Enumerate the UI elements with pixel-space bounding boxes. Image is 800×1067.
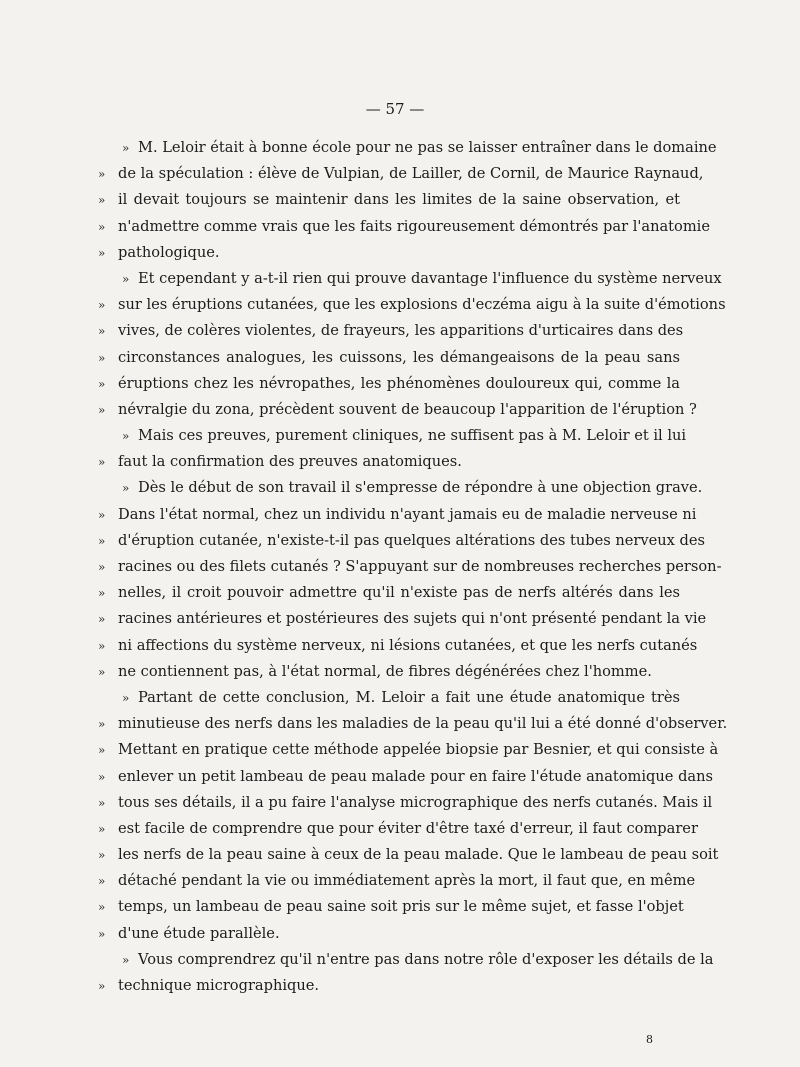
signature-mark: 8 xyxy=(646,1033,653,1046)
text-line xyxy=(98,894,684,920)
line-text: névralgie du zona, précèdent souvent de beaucoup l'apparition de l'éruption ? xyxy=(118,400,697,418)
text-line xyxy=(100,921,680,947)
quote-mark: » xyxy=(98,743,106,758)
quote-mark: » xyxy=(98,402,106,417)
quote-mark: » xyxy=(122,690,130,705)
quote-mark: » xyxy=(98,167,106,182)
quote-mark: » xyxy=(122,271,130,286)
line-text: racines ou des filets cutanés ? S'appuyant sur de nombreuses recherches person- xyxy=(118,558,722,575)
line-text: les nerfs de la peau saine à ceux de la peau malade. Que le lambeau de peau soit xyxy=(118,846,719,864)
quote-mark: » xyxy=(98,507,106,522)
quote-mark: » xyxy=(98,717,106,732)
text-line xyxy=(98,554,722,580)
line-text: tous ses détails, il a pu faire l'analyse micrographique des nerfs cutanés. Mais il xyxy=(118,793,713,811)
quote-mark: » xyxy=(122,481,130,496)
text-line xyxy=(98,292,726,318)
text-line xyxy=(98,633,698,659)
quote-mark: » xyxy=(98,560,106,574)
line-text: temps, un lambeau de peau saine soit pris sur le même sujet, et fasse l'objet xyxy=(118,898,684,916)
line-text: Et cependant y a-t-il rien qui prouve davantage l'influence du système nerveux xyxy=(138,269,722,287)
quote-mark: » xyxy=(98,926,106,941)
text-line xyxy=(98,397,697,423)
quote-mark: » xyxy=(122,952,130,967)
quote-mark: » xyxy=(98,219,106,234)
text-line xyxy=(98,318,684,344)
line-text: circonstances analogues, les cuissons, les démangeaisons de la peau sans xyxy=(118,348,680,366)
page-number: — 57 — xyxy=(365,100,425,118)
text-line xyxy=(98,868,696,894)
text-line xyxy=(100,135,717,161)
text-line xyxy=(98,711,728,737)
quote-mark: » xyxy=(122,429,130,444)
line-text: pathologique. xyxy=(118,243,220,261)
line-text: Vous comprendrez qu'il n'entre pas dans notre rôle d'exposer les détails de la xyxy=(138,950,714,968)
text-line xyxy=(98,764,714,790)
quote-mark: » xyxy=(98,586,106,601)
line-text: il devait toujours se maintenir dans les limites de la saine observation, et xyxy=(118,191,680,209)
body-text xyxy=(98,135,728,999)
quote-mark: » xyxy=(98,455,106,470)
text-line xyxy=(98,161,704,187)
text-line xyxy=(100,187,680,213)
text-line xyxy=(100,449,680,475)
text-line xyxy=(100,266,722,292)
quote-mark: » xyxy=(98,979,106,993)
text-line xyxy=(100,371,680,397)
quote-mark: » xyxy=(98,769,106,784)
line-text: racines antérieures et postérieures des sujets qui n'ont présenté pendant la vie xyxy=(118,610,707,628)
line-text: ni affections du système nerveux, ni lésions cutanées, et que les nerfs cutanés xyxy=(118,636,698,654)
quote-mark: » xyxy=(98,874,106,889)
quote-mark: » xyxy=(122,141,130,155)
line-text: Mettant en pratique cette méthode appelée biopsie par Besnier, et qui consiste à xyxy=(118,741,719,759)
text-line xyxy=(100,345,680,371)
text-line xyxy=(100,685,680,711)
quote-mark: » xyxy=(98,533,106,548)
line-text: Partant de cette conclusion, M. Leloir a fait une étude anatomique très xyxy=(138,688,680,706)
line-text: détaché pendant la vie ou immédiatement après la mort, il faut que, en même xyxy=(118,872,696,890)
line-text: enlever un petit lambeau de peau malade pour en faire l'étude anatomique dans xyxy=(118,767,714,785)
text-line xyxy=(98,606,707,632)
text-line xyxy=(98,842,719,868)
quote-mark: » xyxy=(98,245,106,260)
quote-mark: » xyxy=(98,298,106,313)
line-text: minutieuse des nerfs dans les maladies de la peau qu'il lui a été donné d'observer. xyxy=(118,715,728,733)
text-line xyxy=(100,240,680,266)
quote-mark: » xyxy=(98,193,106,208)
line-text: est facile de comprendre que pour éviter d'être taxé d'erreur, il faut comparer xyxy=(118,819,698,837)
quote-mark: » xyxy=(98,900,106,915)
text-line xyxy=(100,580,680,606)
quote-mark: » xyxy=(98,795,106,810)
quote-mark: » xyxy=(98,612,106,627)
text-line xyxy=(98,214,710,240)
text-line xyxy=(100,659,680,685)
line-text: Dans l'état normal, chez un individu n'ayant jamais eu de maladie nerveuse ni xyxy=(118,505,697,523)
text-line xyxy=(98,790,713,816)
line-text: n'admettre comme vrais que les faits rigoureusement démontrés par l'anatomie xyxy=(118,217,710,235)
line-text: M. Leloir était à bonne école pour ne pas se laisser entraîner dans le domaine xyxy=(138,139,717,156)
text-line xyxy=(100,947,714,973)
line-text: vives, de colères violentes, de frayeurs, les apparitions d'urticaires dans des xyxy=(118,322,684,340)
quote-mark: » xyxy=(98,848,106,863)
quote-mark: » xyxy=(98,324,106,339)
line-text: de la spéculation : élève de Vulpian, de Lailler, de Cornil, de Maurice Raynaud, xyxy=(118,165,704,183)
line-text: Mais ces preuves, purement cliniques, ne suffisent pas à M. Leloir et il lui xyxy=(138,427,687,445)
quote-mark: » xyxy=(98,350,106,365)
quote-mark: » xyxy=(98,664,106,679)
text-line xyxy=(100,423,687,449)
line-text: d'éruption cutanée, n'existe-t-il pas quelques altérations des tubes nerveux des xyxy=(118,531,706,549)
line-text: Dès le début de son travail il s'empresse de répondre à une objection grave. xyxy=(138,479,703,497)
quote-mark: » xyxy=(98,376,106,391)
text-line xyxy=(98,528,706,554)
text-line xyxy=(98,816,698,842)
line-text: sur les éruptions cutanées, que les explosions d'eczéma aigu à la suite d'émotions xyxy=(118,296,726,314)
text-line xyxy=(100,973,680,999)
text-line xyxy=(98,502,697,528)
quote-mark: » xyxy=(98,821,106,836)
text-line xyxy=(100,475,703,501)
line-text: éruptions chez les névropathes, les phénomènes douloureux qui, comme la xyxy=(118,374,680,392)
line-text: ne contiennent pas, à l'état normal, de fibres dégénérées chez l'homme. xyxy=(118,662,652,680)
line-text: faut la confirmation des preuves anatomiques. xyxy=(118,453,462,471)
line-text: d'une étude parallèle. xyxy=(118,924,280,942)
line-text: nelles, il croit pouvoir admettre qu'il n'existe pas de nerfs altérés dans les xyxy=(118,584,680,602)
text-line xyxy=(98,737,719,763)
quote-mark: » xyxy=(98,638,106,653)
line-text: technique micrographique. xyxy=(118,977,320,994)
